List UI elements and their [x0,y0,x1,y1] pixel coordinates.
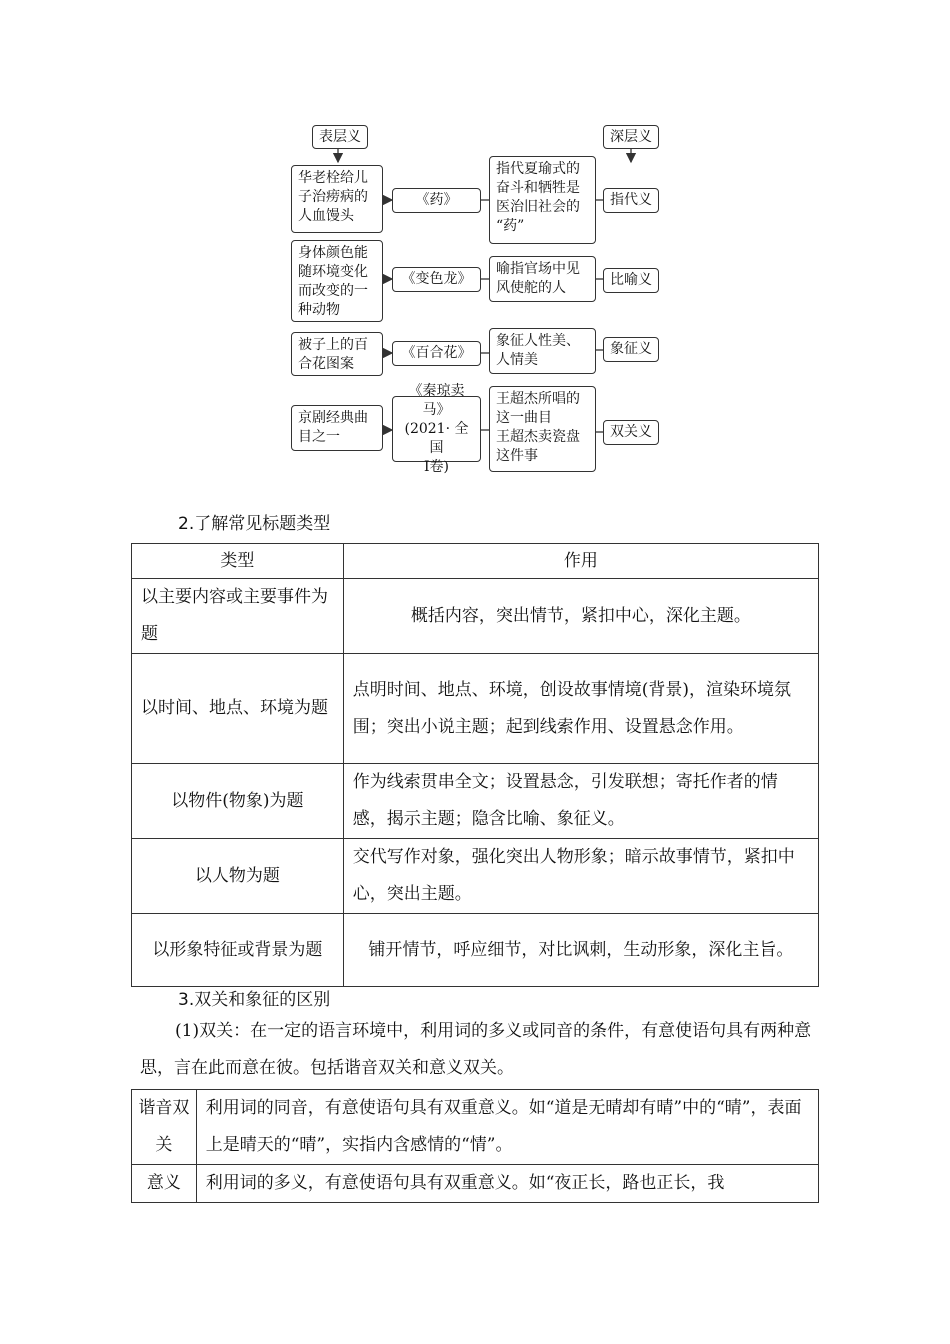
pun-types-table [131,1089,819,1203]
table-row [132,914,819,987]
surface-box-3: 被子上的百 合花图案 [291,332,383,376]
table-row [132,1165,819,1203]
use-cell: 铺开情节，呼应细节，对比讽刺，生动形象，深化主旨。 [343,914,818,987]
table-row [132,764,819,839]
section-heading-title-types: 2.了解常见标题类型 [178,514,331,534]
type-cell: 以主要内容或主要事件为题 [132,579,344,654]
header-type: 类型 [132,544,344,579]
type-cell: 以物件(物象)为题 [132,764,344,839]
use-cell: 点明时间、地点、环境，创设故事情境(背景)，渲染环境氛围；突出小说主题；起到线索作用、设置悬念作用。 [343,654,818,764]
text-cell: 利用词的同音，有意使语句具有双重意义。如“道是无晴却有晴”中的“晴”，表面上是晴天的“晴”，实指内含感情的“情”。 [196,1090,818,1165]
type-cell: 以形象特征或背景为题 [132,914,344,987]
use-cell: 交代写作对象，强化突出人物形象；暗示故事情节，紧扣中心，突出主题。 [343,839,818,914]
title-box-3: 《百合花》 [392,341,481,366]
text-cell: 利用词的多义，有意使语句具有双重意义。如“夜正长，路也正长，我 [196,1165,818,1203]
table-row [132,654,819,764]
title-box-4: 《秦琼卖马》 (2021· 全国 Ⅰ卷) [392,396,481,462]
type-box-1: 指代义 [603,188,659,213]
surface-box-4: 京剧经典曲 目之一 [291,405,383,451]
deep-box-4: 王超杰所唱的 这一曲目 王超杰卖瓷盘 这件事 [489,386,596,472]
surface-meaning-label: 表层义 [312,125,368,149]
type-box-3: 象征义 [603,337,659,362]
table-row [132,579,819,654]
label-cell: 意义 [132,1165,197,1203]
use-cell: 概括内容，突出情节，紧扣中心，深化主题。 [343,579,818,654]
table-row [132,1090,819,1165]
label-cell: 谐音双关 [132,1090,197,1165]
deep-box-1: 指代夏瑜式的 奋斗和牺牲是 医治旧社会的 “药” [489,156,596,244]
pun-definition-paragraph: (1)双关：在一定的语言环境中，利用词的多义或同音的条件，有意使语句具有两种意思，言在此而意在彼。包括谐音双关和意义双关。 [140,1021,812,1078]
deep-box-2: 喻指官场中见 风使舵的人 [489,256,596,302]
section-heading-pun-symbol: 3.双关和象征的区别 [178,990,331,1010]
title-box-2: 《变色龙》 [392,267,481,292]
table-row [132,839,819,914]
deep-box-3: 象征人性美、 人情美 [489,328,596,374]
type-cell: 以时间、地点、环境为题 [132,654,344,764]
title-box-1: 《药》 [392,188,481,213]
type-box-4: 双关义 [603,420,659,445]
deep-meaning-label: 深层义 [603,125,659,149]
type-box-2: 比喻义 [603,268,659,293]
type-cell: 以人物为题 [132,839,344,914]
title-types-table [131,543,819,987]
header-use: 作用 [343,544,818,579]
surface-box-2: 身体颜色能 随环境变化 而改变的一 种动物 [291,240,383,322]
table-header-row [132,544,819,579]
use-cell: 作为线索贯串全文；设置悬念，引发联想；寄托作者的情感，揭示主题；隐含比喻、象征义。 [343,764,818,839]
surface-box-1: 华老栓给儿 子治痨病的 人血馒头 [291,165,383,233]
